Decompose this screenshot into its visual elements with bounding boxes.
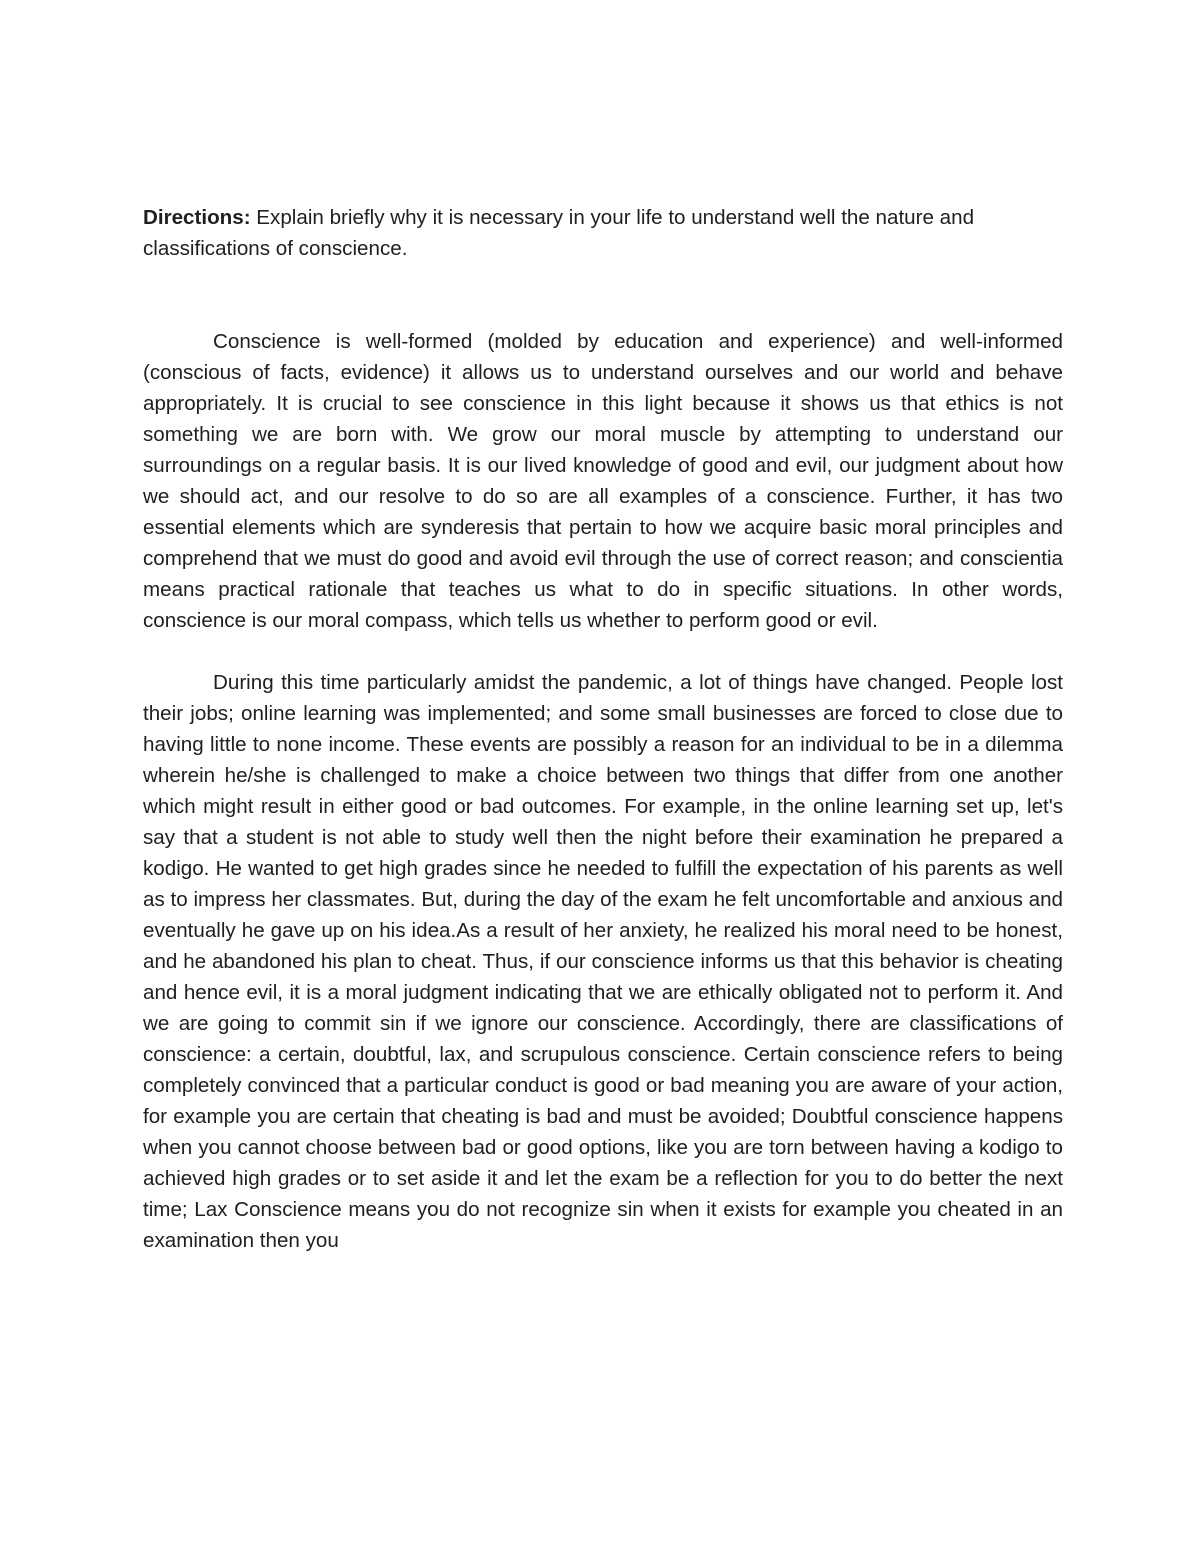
- directions-text: Explain briefly why it is necessary in your life to understand well the nature and classifications of conscience.: [143, 206, 975, 260]
- directions-prompt: [143, 202, 1063, 264]
- essay-paragraph-1: Conscience is well-formed (molded by education and experience) and well-informed (conscious of facts, evidence) it allows us to understand ourselves and our world and behave appropriately. It is crucial to see conscience in this light because it shows us that ethics is not something we are born with. We grow our moral muscle by attempting to understand our surroundings on a regular basis. It is our lived knowledge of good and evil, our judgment about how we should act, and our resolve to do so are all examples of a conscience. Further, it has two essential elements which are synderesis that pertain to how we acquire basic moral principles and comprehend that we must do good and avoid evil through the use of correct reason; and conscientia means practical rationale that teaches us what to do in specific situations. In other words, conscience is our moral compass, which tells us whether to perform good or evil.: [143, 330, 1063, 632]
- document-body: [143, 202, 1063, 1256]
- essay-paragraph-2: During this time particularly amidst the pandemic, a lot of things have changed. People lost their jobs; online learning was implemented; and some small businesses are forced to close due to having little to none income. These events are possibly a reason for an individual to be in a dilemma wherein he/she is challenged to make a choice between two things that differ from one another which might result in either good or bad outcomes. For example, in the online learning set up, let's say that a student is not able to study well then the night before their examination he prepared a kodigo. He wanted to get high grades since he needed to fulfill the expectation of his parents as well as to impress her classmates. But, during the day of the exam he felt uncomfortable and anxious and eventually he gave up on his idea.As a result of her anxiety, he realized his moral need to be honest, and he abandoned his plan to cheat. Thus, if our conscience informs us that this behavior is cheating and hence evil, it is a moral judgment indicating that we are ethically obligated not to perform it. And we are going to commit sin if we ignore our conscience. Accordingly, there are classifications of conscience: a certain, doubtful, lax, and scrupulous conscience. Certain conscience refers to being completely convinced that a particular conduct is good or bad meaning you are aware of your action, for example you are certain that cheating is bad and must be avoided; Doubtful conscience happens when you cannot choose between bad or good options, like you are torn between having a kodigo to achieved high grades or to set aside it and let the exam be a reflection for you to do better the next time; Lax Conscience means you do not recognize sin when it exists for example you cheated in an examination then you: [143, 671, 1063, 1252]
- directions-label: Directions:: [143, 206, 251, 229]
